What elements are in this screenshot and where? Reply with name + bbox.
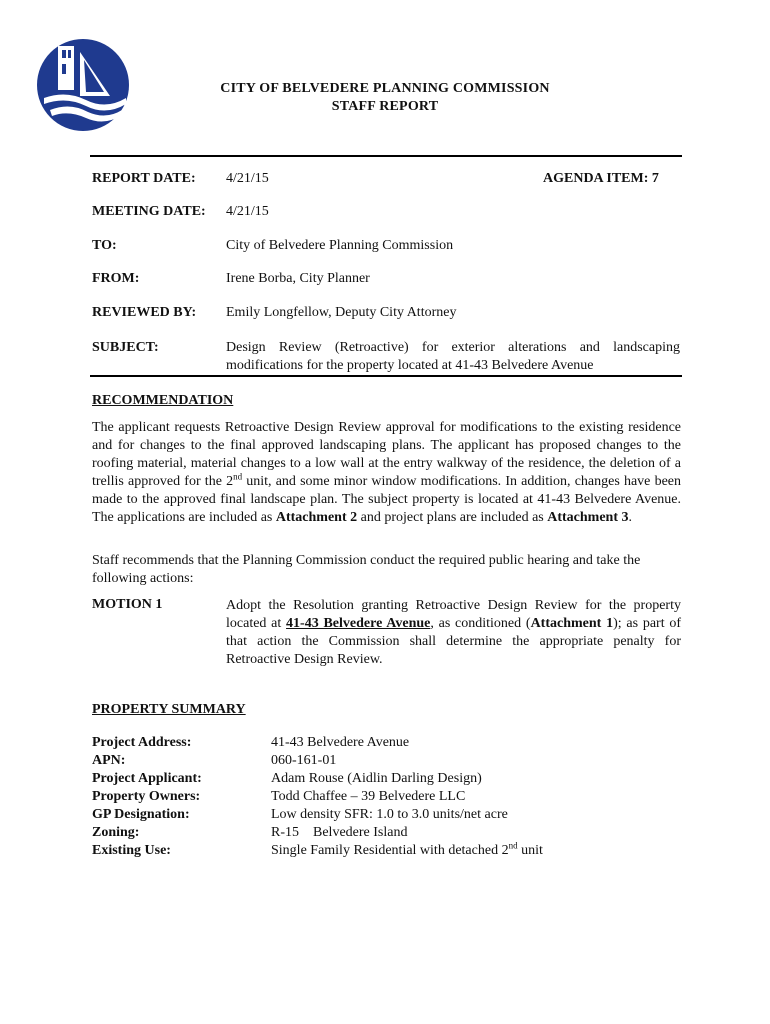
staff-recommends-paragraph: Staff recommends that the Planning Commission conduct the required public hearing and take the following actions: (92, 553, 641, 586)
subject-line-1: Design Review (Retroactive) for exterior alterations and landscaping (226, 340, 680, 355)
city-seal-sailboat-icon (36, 38, 130, 132)
rec-text-4: . (628, 510, 632, 525)
summary-label: Zoning: (92, 825, 140, 840)
motion-label: MOTION 1 (92, 597, 163, 612)
motion-text-3: ); as part of that action the Commission shall determine the appropriate penalty for Retroactive Design Review. (226, 616, 682, 667)
subject-divider (90, 375, 682, 377)
existing-use-tail: unit (517, 843, 543, 858)
rec-text-1: The applicant requests Retroactive Design Review approval for modifications to the existing residence and for changes to the final approved landscaping plans. The applicant has proposed changes to the roofing material, material changes to a low wall at the entry walkway of the residence, the deletion of a trellis approved for the 2 (92, 420, 681, 489)
summary-value (271, 840, 543, 859)
to-value: City of Belvedere Planning Commission (226, 238, 454, 253)
meeting-date-label: MEETING DATE: (92, 204, 206, 219)
report-title-line2: STAFF REPORT (331, 99, 439, 114)
motion-address: 41-43 Belvedere Avenue (286, 616, 431, 631)
agenda-item (543, 171, 659, 187)
summary-value: Adam Rouse (Aidlin Darling Design) (271, 771, 482, 786)
agenda-item-label: AGENDA ITEM: (543, 171, 649, 186)
rec-sup: nd (233, 471, 243, 482)
attachment-2-ref: Attachment 2 (275, 510, 358, 525)
summary-label: Project Applicant: (92, 771, 202, 786)
from-label: FROM: (92, 271, 140, 286)
to-label: TO: (92, 238, 117, 253)
report-date-value: 4/21/15 (226, 171, 269, 186)
subject-label: SUBJECT: (92, 340, 159, 355)
motion-text (226, 597, 681, 669)
reviewed-by-label: REVIEWED BY: (92, 305, 197, 320)
summary-value: 41-43 Belvedere Avenue (271, 735, 410, 750)
reviewed-by-value: Emily Longfellow, Deputy City Attorney (226, 305, 457, 320)
summary-value: Todd Chaffee – 39 Belvedere LLC (271, 789, 466, 804)
summary-label: APN: (92, 753, 126, 768)
agenda-item-value: 7 (651, 171, 659, 186)
recommendation-paragraph (92, 419, 681, 527)
from-value: Irene Borba, City Planner (226, 271, 370, 286)
header-divider (90, 155, 682, 157)
summary-label: Project Address: (92, 735, 192, 750)
summary-label: Property Owners: (92, 789, 201, 804)
motion-text-1: Adopt the Resolution granting Retroactive Design Review for the property located at (226, 598, 681, 631)
rec-text-2: unit, and some minor window modifications. In addition, changes have been made to the approved final landscape plan. The subject property is located at 41-43 Belvedere Avenue. The applications are included as (92, 474, 681, 525)
report-title-line1: CITY OF BELVEDERE PLANNING COMMISSION (220, 81, 550, 96)
summary-value: 060-161-01 (271, 753, 337, 768)
recommendation-heading: RECOMMENDATION (92, 393, 234, 408)
summary-value: Low density SFR: 1.0 to 3.0 units/net acre (271, 807, 508, 822)
subject-value (226, 340, 680, 374)
motion-text-2: , as conditioned ( (430, 616, 531, 631)
attachment-3-ref: Attachment 3 (547, 510, 629, 525)
attachment-1-ref: Attachment 1 (530, 616, 614, 631)
meeting-date-value: 4/21/15 (226, 204, 269, 219)
property-summary-heading: PROPERTY SUMMARY (92, 702, 246, 717)
existing-use-sup: nd (508, 840, 518, 851)
summary-value: R-15 Belvedere Island (271, 825, 408, 840)
subject-line-2: modifications for the property located at 41-43 Belvedere Avenue (226, 358, 594, 373)
report-date-label: REPORT DATE: (92, 171, 196, 186)
summary-label: GP Designation: (92, 807, 190, 822)
existing-use-text: Single Family Residential with detached 2 (271, 843, 509, 858)
summary-label: Existing Use: (92, 843, 171, 858)
rec-text-3: and project plans are included as (357, 510, 548, 525)
